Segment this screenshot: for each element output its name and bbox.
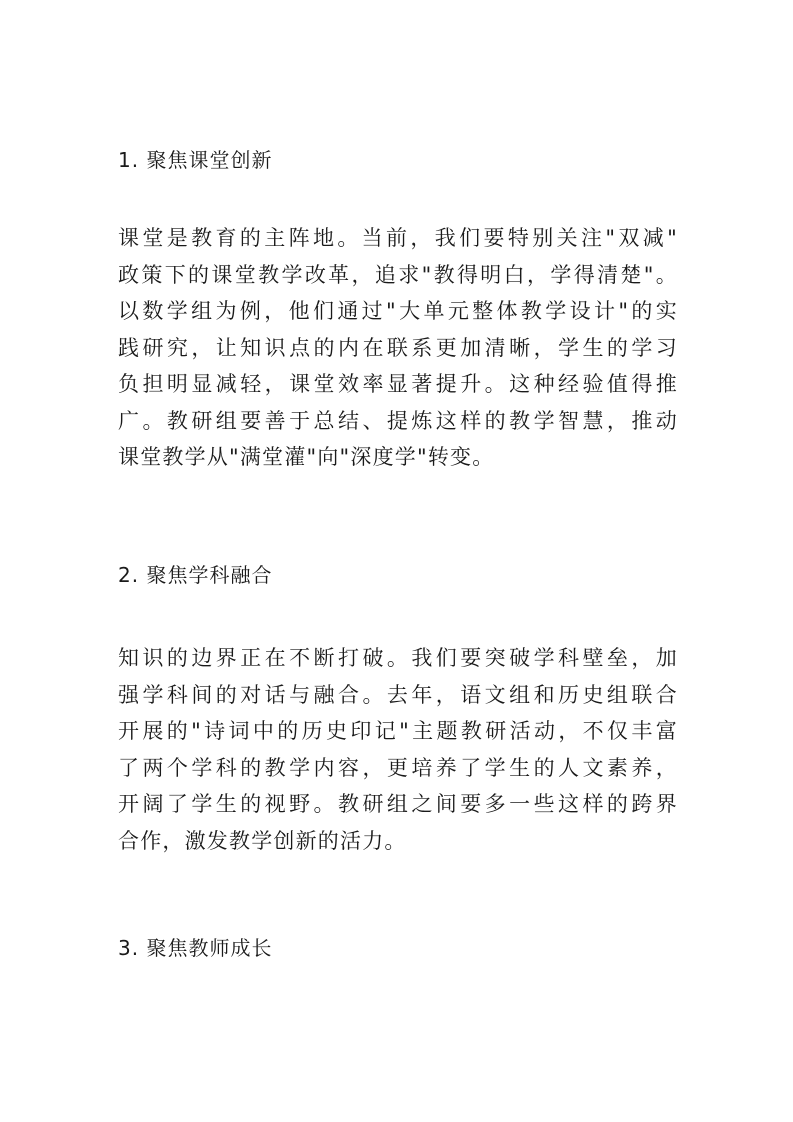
paragraph-line: 课堂教学从"满堂灌"向"深度学"转变。 [118,445,495,469]
paragraph-line: 负担明显减轻，课堂效率显著提升。这种经验值得推 [118,372,678,396]
paragraph-line: 政策下的课堂教学改革，追求"教得明白，学得清楚"。 [118,262,678,287]
paragraph-line: 课堂是教育的主阵地。当前，我们要特别关注"双减" [118,226,678,250]
paragraph-line: 强学科间的对话与融合。去年，语文组和历史组联合 [118,682,678,707]
section-heading-1: 1. 聚焦课堂创新 [118,148,273,172]
section-paragraph-1 [118,220,678,476]
section-heading-2: 2. 聚焦学科融合 [118,563,273,587]
paragraph-line: 开阔了学生的视野。教研组之间要多一些这样的跨界 [118,792,678,816]
paragraph-line: 广。教研组要善于总结、提炼这样的教学智慧，推动 [118,408,678,433]
paragraph-line: 了两个学科的教学内容，更培养了学生的人文素养， [118,755,678,780]
paragraph-line: 开展的"诗词中的历史印记"主题教研活动，不仅丰富 [118,719,678,743]
section-heading-3: 3. 聚焦教师成长 [118,936,273,960]
paragraph-line: 合作，激发教学创新的活力。 [118,828,407,853]
paragraph-line: 以数学组为例，他们通过"大单元整体教学设计"的实 [118,299,678,323]
section-paragraph-2 [118,640,678,859]
paragraph-line: 知识的边界正在不断打破。我们要突破学科壁垒，加 [118,646,678,670]
paragraph-line: 践研究，让知识点的内在联系更加清晰，学生的学习 [118,335,678,360]
